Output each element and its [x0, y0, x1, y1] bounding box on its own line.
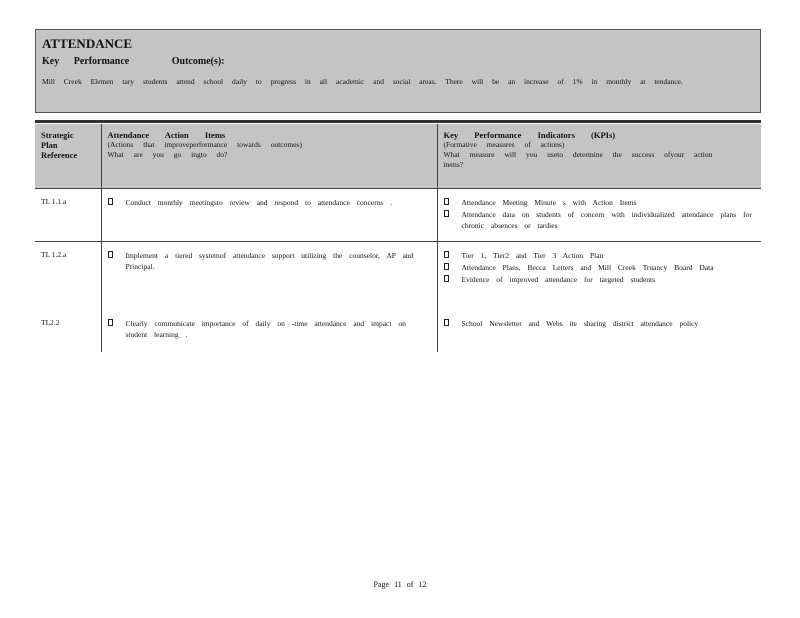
table-header-row	[35, 124, 761, 189]
row-reference: TL 1.2.a	[35, 242, 101, 311]
checkbox-icon	[444, 319, 449, 326]
kpi-text: Tier 1, Tier2 and Tier 3 Action Plan	[461, 251, 604, 260]
checkbox-icon	[108, 319, 113, 326]
header-col1-line: Strategic	[41, 130, 74, 140]
row-reference: TL2.2	[35, 310, 101, 352]
kpi-text: School Newsletter and Webs ite sharing district attendance policy	[461, 319, 699, 328]
key-performance-label: Key Performance	[42, 56, 130, 67]
page-number: Page 11 of 12	[373, 580, 427, 589]
kpi-text: Attendance Plans, Becca Letters and Mill Creek Truancy Board Data	[461, 263, 714, 272]
checkbox-icon	[444, 210, 449, 217]
kpi-text: Attendance data on students of concern with individualized attendance plans for chronic absences or tardies	[461, 210, 752, 230]
row-kpis	[437, 242, 761, 311]
attendance-header-box	[35, 29, 761, 113]
header-col1-line: Plan	[41, 140, 58, 150]
row-kpis	[437, 310, 761, 352]
header-col3-title: Key Performance Indicators (KPIs)	[443, 130, 616, 140]
checkbox-icon	[108, 251, 113, 258]
section-divider	[35, 120, 761, 123]
key-performance-outcomes-label	[42, 56, 225, 67]
checkbox-icon	[108, 198, 113, 205]
table-row	[35, 189, 761, 242]
kpi-text: Evidence of improved attendance for targeted students	[461, 275, 656, 284]
row-actions	[101, 242, 437, 311]
table-row	[35, 310, 761, 352]
list-item	[444, 197, 756, 208]
row-kpis	[437, 189, 761, 242]
header-col2-line: What are you go ingto do?	[107, 150, 228, 159]
header-col1-line: Reference	[41, 150, 78, 160]
action-text: Conduct monthly meetingsto review and respond to attendance concerns .	[125, 198, 393, 207]
header-col3-line: items?	[443, 160, 464, 169]
list-item	[108, 318, 431, 340]
kpi-text: Attendance Meeting Minute s with Action Items	[461, 198, 637, 207]
checkbox-icon	[444, 263, 449, 270]
list-item	[444, 318, 756, 329]
outcome-description: Mill Creek Elemen tary students attend school daily to progress in all academic and social areas. There will be an increase of 1% in monthly at tendance.	[42, 77, 683, 86]
header-col3-line: (Formative measures of actions)	[443, 140, 565, 149]
action-text: Implement a tiered systemof attendance support utilizing the counselor, AP and Principal.	[125, 251, 414, 271]
list-item	[108, 250, 431, 272]
list-item	[444, 250, 756, 261]
checkbox-icon	[444, 275, 449, 282]
table-row	[35, 242, 761, 311]
header-col2-line: (Actions that improveperformance towards outcomes)	[107, 140, 302, 149]
list-item	[108, 197, 431, 208]
row-actions	[101, 189, 437, 242]
row-actions	[101, 310, 437, 352]
header-kpis	[437, 124, 761, 189]
header-strategic-plan-reference	[35, 124, 101, 189]
section-title: ATTENDANCE	[42, 36, 133, 51]
outcomes-label: Outcome(s):	[171, 56, 225, 67]
list-item	[444, 262, 756, 273]
list-item	[444, 209, 756, 231]
header-col3-line: What measure will you useto determine the success ofyour action	[443, 150, 713, 159]
header-col2-title: Attendance Action Items	[107, 130, 226, 140]
checkbox-icon	[444, 251, 449, 258]
list-item	[444, 274, 756, 285]
action-plan-table	[35, 124, 761, 352]
checkbox-icon	[444, 198, 449, 205]
row-reference: TL 1.1.a	[35, 189, 101, 242]
header-action-items	[101, 124, 437, 189]
action-text: Clearly communicate importance of daily on -time attendance and impact on student learning .	[125, 319, 406, 339]
